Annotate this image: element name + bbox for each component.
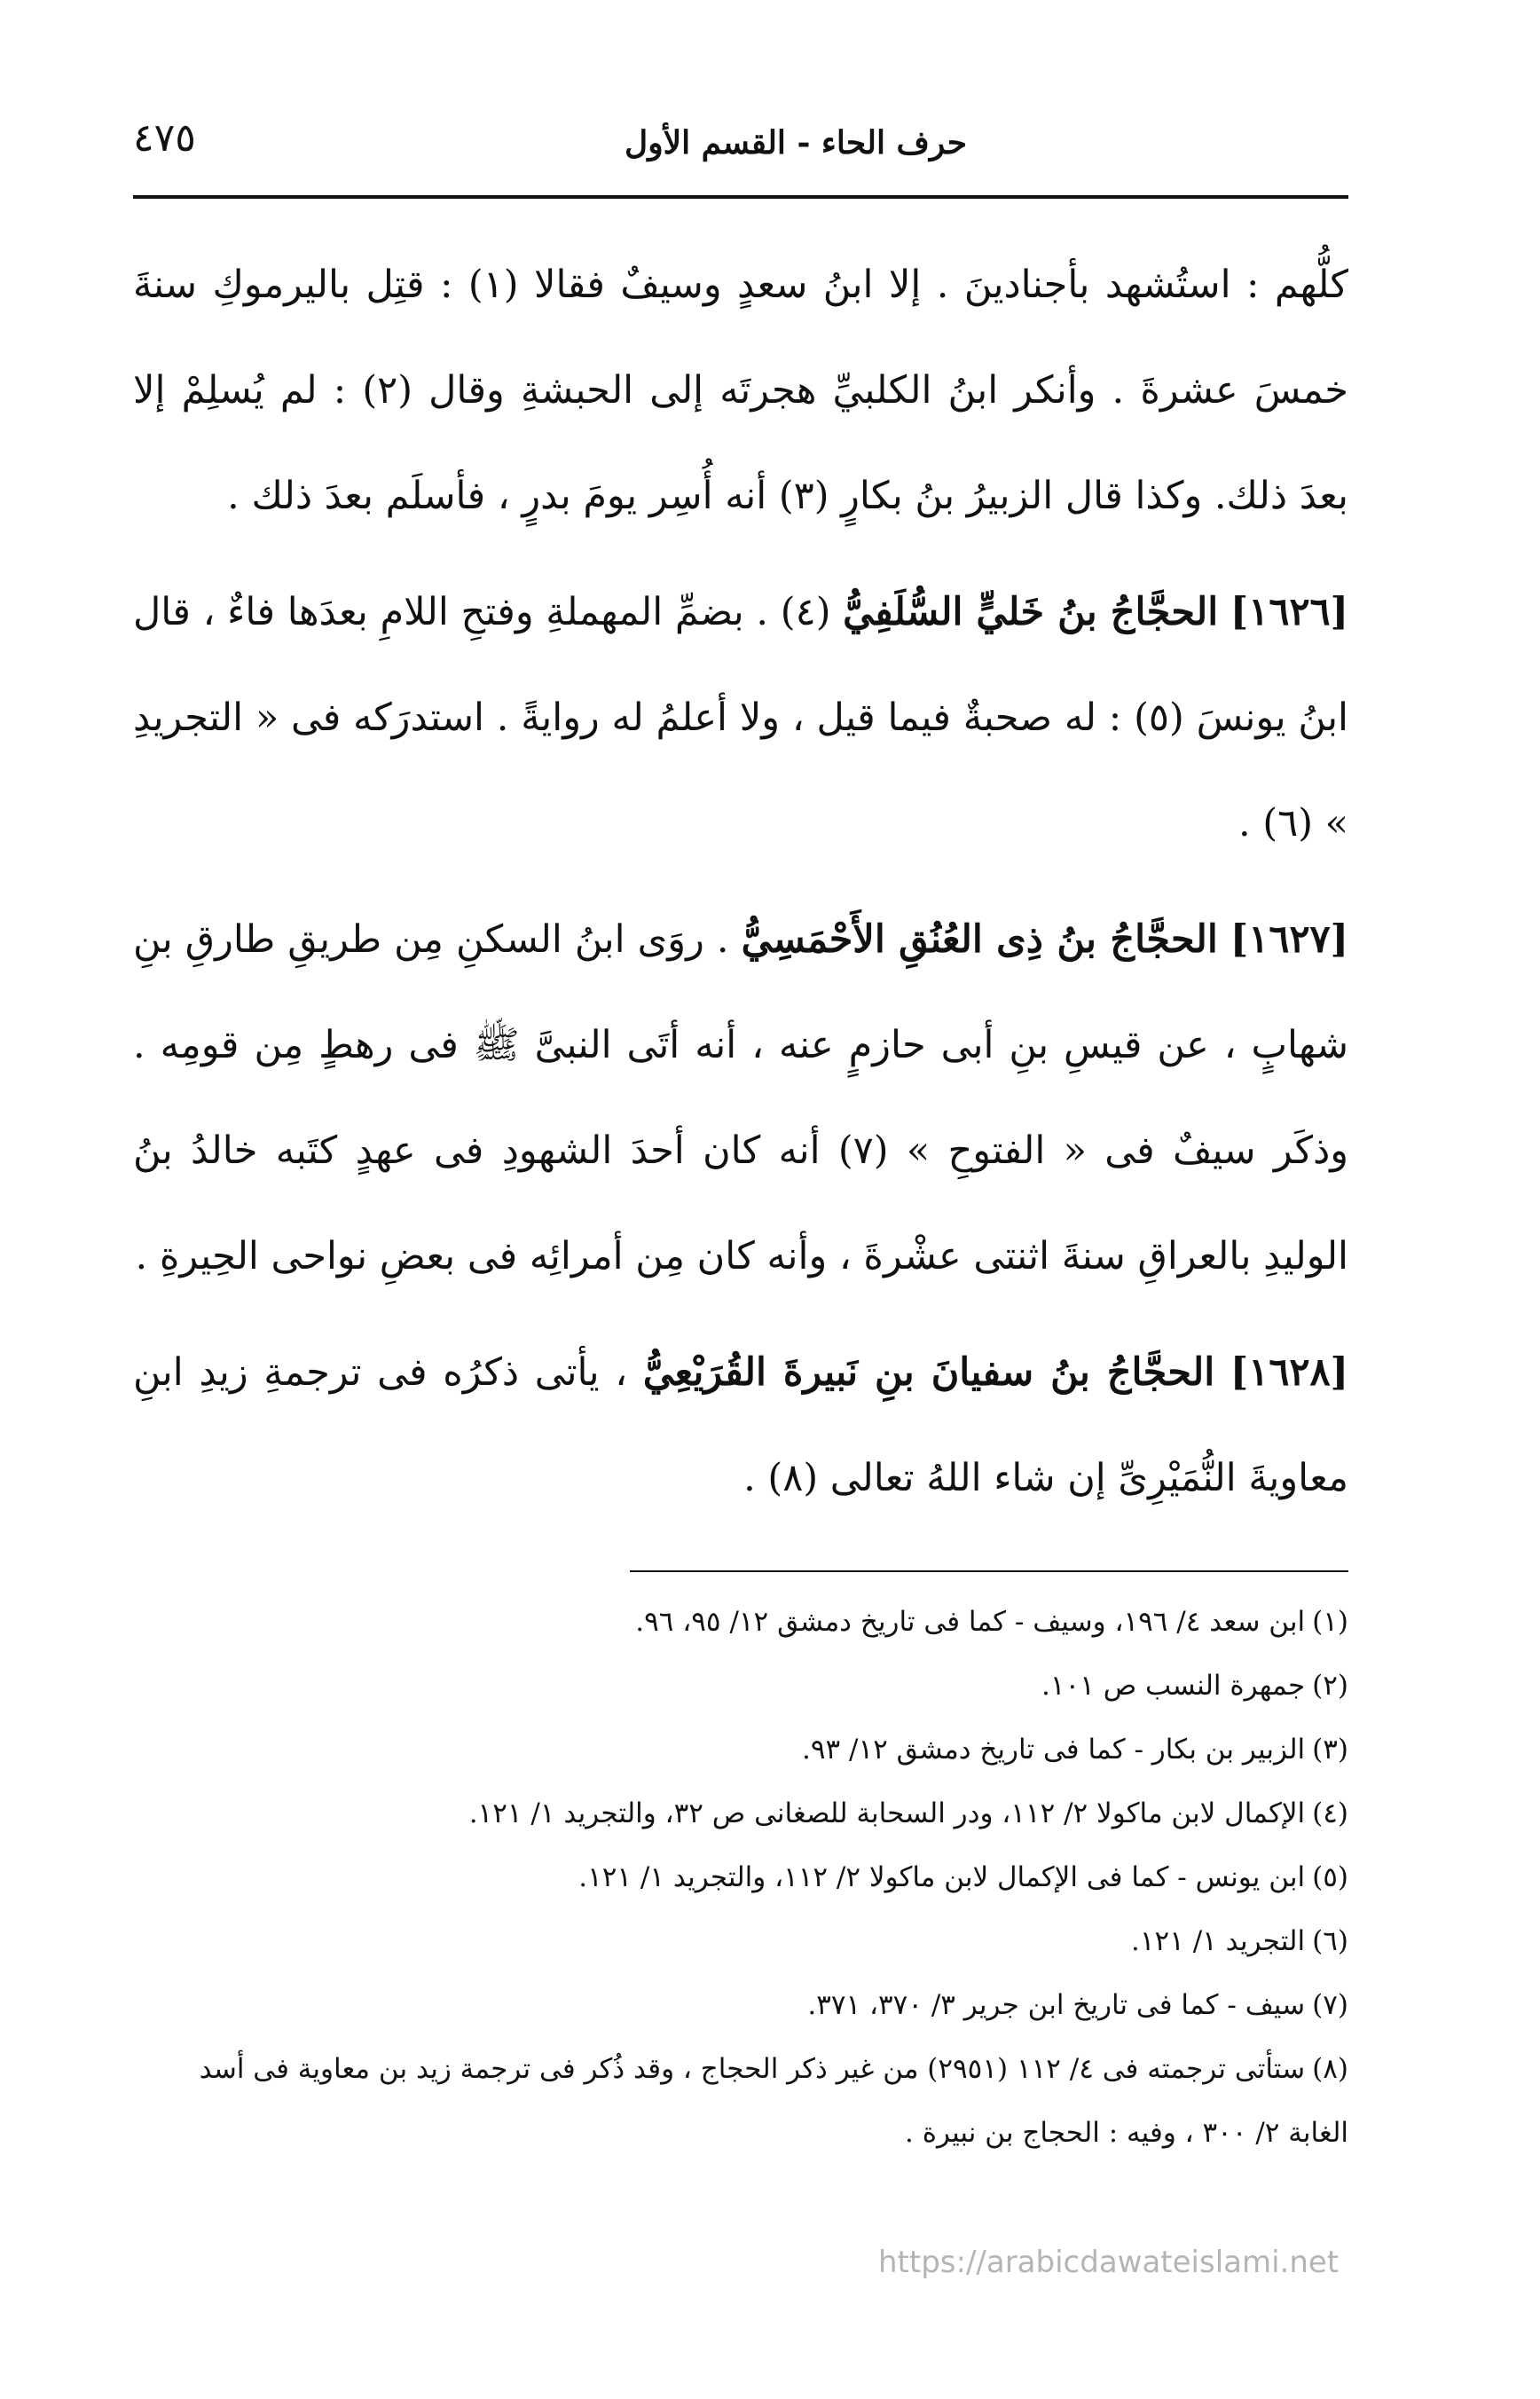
entry-text: . روَى ابنُ السكنِ مِن طريقِ طارقِ بنِ شهابٍ ، عن قيسِ بنِ أبى حازمٍ عنه ، أنه أتَى النبىَّ ﷺ فى رهطٍ مِن قومِه . وذكَر سيفٌ فى « الفتوحِ » (٧) أنه كان أحدَ الشهودِ فى عهدٍ كتَبه خالدُ بنُ الوليدِ بالعراقِ سنةَ اثنتى عشْرةَ ، وأنه كان مِن أمرائِه فى بعضِ نواحى الحِيرةِ . (133, 917, 1349, 1278)
footnote-number: (١) (1312, 1606, 1348, 1638)
footnote-number: (٣) (1312, 1734, 1348, 1766)
intro-paragraph: كلُّهم : استُشهد بأجنادينَ . إلا ابنُ سعدٍ وسيفٌ فقالا (١) : قتِل باليرموكِ سنةَ خمسَ عشرةَ . وأنكر ابنُ الكلبيِّ هجرتَه إلى الحبشةِ وقال (٢) : لم يُسلِمْ إلا بعدَ ذلك. وكذا قال الزبيرُ بنُ بكارٍ (٣) أنه أُسِر يومَ بدرٍ ، فأسلَم بعدَ ذلك . (133, 263, 1348, 518)
footnote-5 (133, 1845, 1348, 1909)
page-number: ٤٧٥ (133, 115, 196, 161)
footnote-text: التجريد ١/ ١٢١. (1131, 1925, 1306, 1957)
footnote-text: الزبير بن بكار - كما فى تاريخ دمشق ١٢/ ٩٣. (802, 1734, 1306, 1766)
footnote-4 (133, 1782, 1348, 1845)
footnote-3 (133, 1718, 1348, 1782)
running-header (133, 115, 1348, 195)
entry-name: الحجَّاجُ بنُ سفيانَ بنِ نَبيرةَ القُرَيْعِيُّ (642, 1350, 1215, 1395)
entry-name: الحجَّاجُ بنُ ذِى العُنُقِ الأَحْمَسِيُّ (741, 917, 1218, 962)
footnote-text: سيف - كما فى تاريخ ابن جرير ٣/ ٣٧٠، ٣٧١. (807, 1989, 1306, 2021)
footnote-text: ستأتى ترجمته فى ٤/ ١١٢ (٢٩٥١) من غير ذكر الحجاج ، وقد ذُكر فى ترجمة زيد بن معاوية فى أسد الغابة ٢/ ٣٠٠ ، وفيه : الحجاج بن نبيرة . (199, 2053, 1348, 2149)
entry-name: الحجَّاجُ بنُ خَليٍّ السُّلَفِيُّ (843, 590, 1219, 634)
footnote-text: جمهرة النسب ص ١٠١. (1041, 1670, 1306, 1702)
footnote-1 (133, 1590, 1348, 1654)
entry-text: ، يأتى ذكرُه فى ترجمةِ زيدِ ابنِ معاويةَ النُّمَيْرِىِّ إن شاء اللهُ تعالى (٨) . (133, 1350, 1348, 1500)
footnote-text: الإكمال لابن ماكولا ٢/ ١١٢، ودر السحابة للصغانى ص ٣٢، والتجريد ١/ ١٢١. (468, 1797, 1306, 1829)
footnote-2 (133, 1654, 1348, 1718)
footnotes (133, 1590, 1348, 2165)
footnote-6 (133, 1909, 1348, 1973)
footnote-number: (٢) (1312, 1670, 1348, 1702)
entry-number: [١٦٢٧] (1230, 917, 1348, 962)
footnote-text: ابن يونس - كما فى الإكمال لابن ماكولا ٢/ ١١٢، والتجريد ١/ ١٢١. (578, 1861, 1306, 1893)
header-rule (133, 195, 1348, 199)
footnote-8 (133, 2037, 1348, 2165)
header-title: حرف الحاء - القسم الأول (625, 124, 967, 161)
entry-number: [١٦٢٨] (1230, 1350, 1348, 1395)
main-text (133, 232, 1348, 1542)
entry-1628 (133, 1320, 1348, 1531)
entry-1626 (133, 560, 1348, 877)
footnote-7 (133, 1973, 1348, 2037)
entry-text: (٤) . بضمِّ المهملةِ وفتحِ اللامِ بعدَها فاءٌ ، قال ابنُ يونسَ (٥) : له صحبةٌ فيما قيل ، ولا أعلمُ له روايةً . استدرَكه فى « التجريدِ » (٦) . (133, 590, 1349, 846)
footnote-number: (٥) (1312, 1861, 1348, 1893)
footnote-separator (630, 1570, 1348, 1572)
footnote-number: (٨) (1312, 2053, 1348, 2085)
footnote-number: (٦) (1312, 1925, 1348, 1957)
footnote-number: (٧) (1312, 1989, 1348, 2021)
watermark-url: https://arabicdawateislami.net (878, 2245, 1340, 2280)
footnote-text: ابن سعد ٤/ ١٩٦، وسيف - كما فى تاريخ دمشق ١٢/ ٩٥، ٩٦. (635, 1606, 1306, 1638)
entry-number: [١٦٢٦] (1230, 590, 1348, 634)
entry-1627 (133, 887, 1348, 1310)
footnote-number: (٤) (1312, 1797, 1348, 1829)
